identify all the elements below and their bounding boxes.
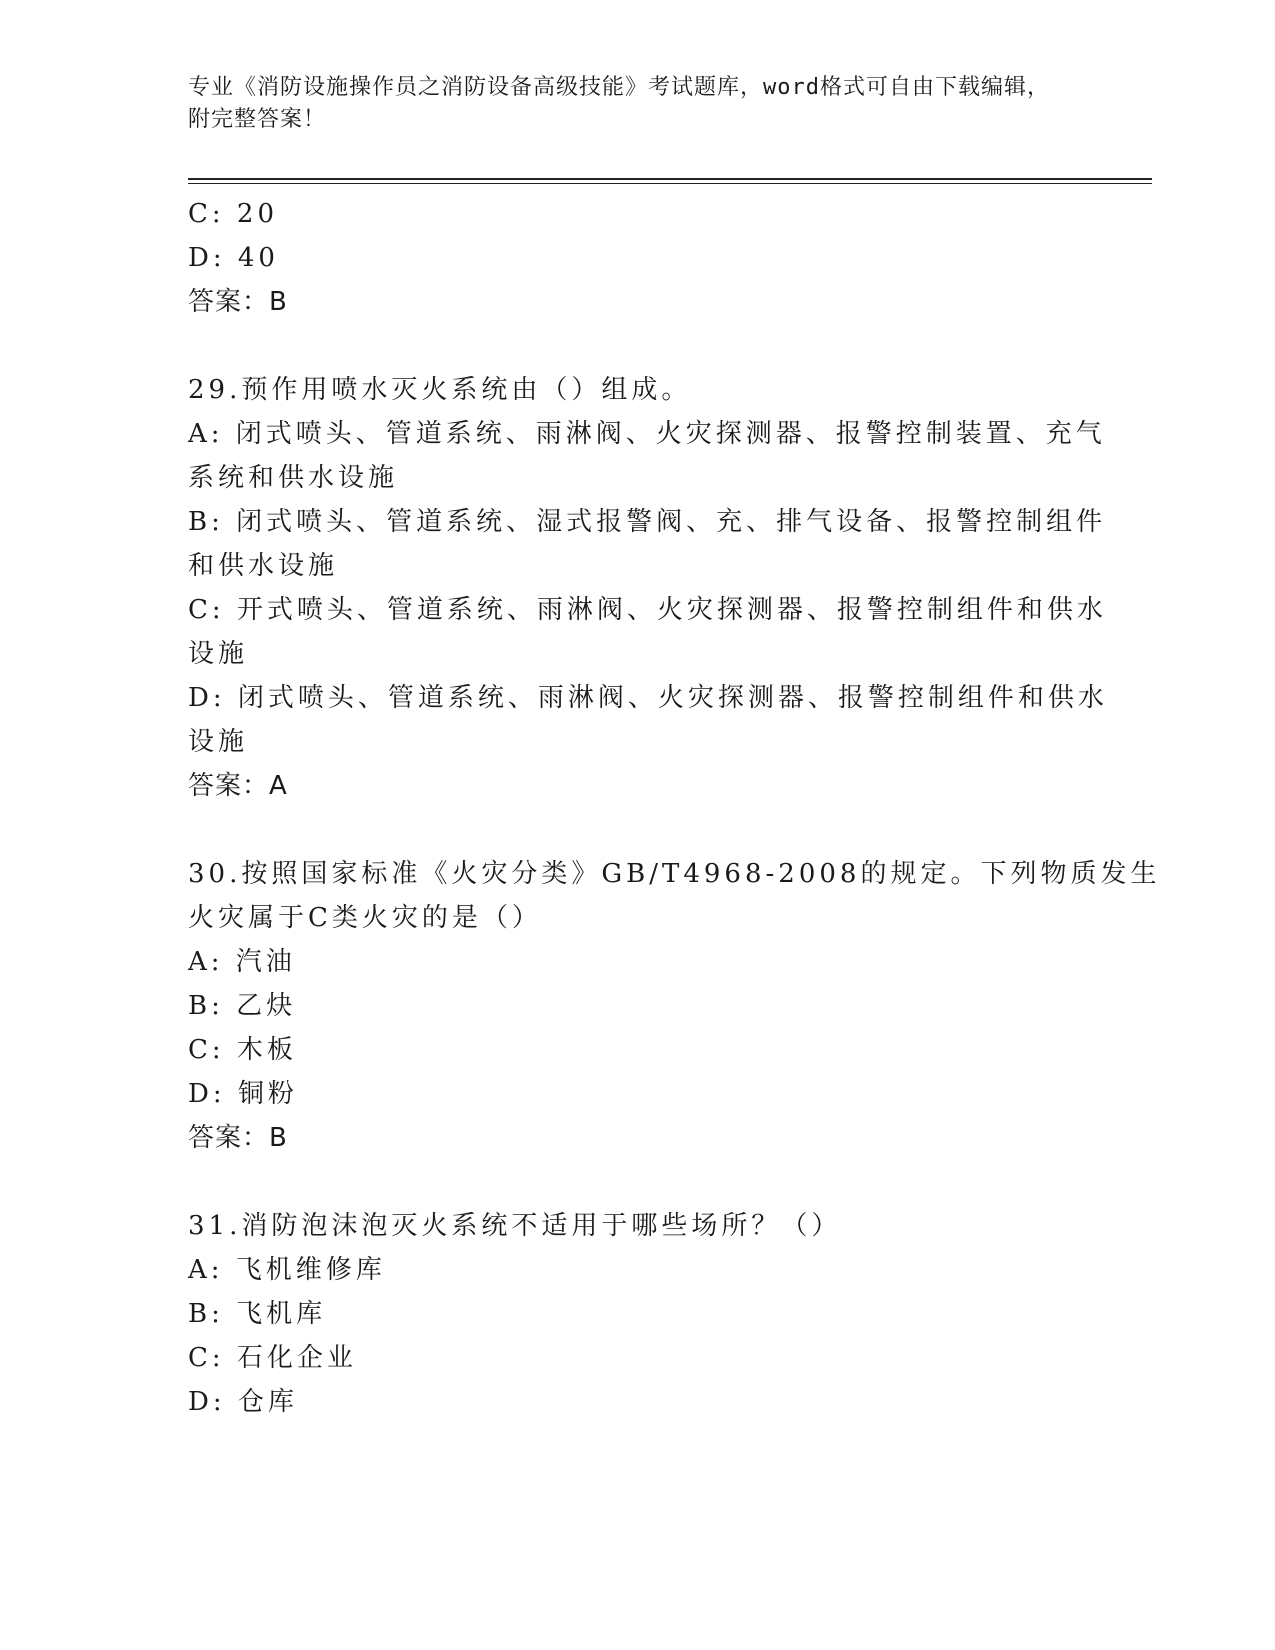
option-b-q30: B: 乙炔 [188, 991, 297, 1021]
option-c-q31: C: 石化企业 [188, 1343, 357, 1373]
header-divider-thick [188, 178, 1152, 180]
option-d-q29: D: 闭式喷头、管道系统、雨淋阀、火灾探测器、报警控制组件和供水 [188, 683, 1108, 713]
option-b-q31: B: 飞机库 [188, 1299, 327, 1329]
option-d-q28: D: 40 [188, 243, 279, 273]
option-d-q31: D: 仓库 [188, 1387, 298, 1417]
header-divider-thin [188, 183, 1152, 184]
option-d-q30: D: 铜粉 [188, 1079, 298, 1109]
document-header: 专业《消防设施操作员之消防设备高级技能》考试题库，word格式可自由下载编辑，附完整答案！ [188, 75, 1050, 132]
option-d-q29-cont: 设施 [188, 727, 249, 757]
option-a-q29-cont: 系统和供水设施 [188, 463, 399, 493]
option-c-q29-cont: 设施 [188, 639, 249, 669]
question-30: 30.按照国家标准《火灾分类》GB/T4968-2008的规定。下列物质发生 [188, 859, 1161, 889]
question-31: 31.消防泡沫泡灭火系统不适用于哪些场所？（） [188, 1211, 842, 1241]
question-29: 29.预作用喷水灭火系统由（）组成。 [188, 375, 692, 405]
option-a-q31: A: 飞机维修库 [188, 1255, 386, 1285]
option-c-q29: C: 开式喷头、管道系统、雨淋阀、火灾探测器、报警控制组件和供水 [188, 595, 1107, 625]
answer-q28: 答案：B [188, 287, 288, 317]
option-b-q29-cont: 和供水设施 [188, 551, 339, 581]
option-c-q30: C: 木板 [188, 1035, 297, 1065]
question-30-cont: 火灾属于C类火灾的是（） [188, 903, 542, 933]
option-a-q30: A: 汽油 [188, 947, 296, 977]
answer-q29: 答案：A [188, 771, 288, 801]
answer-q30: 答案：B [188, 1123, 288, 1153]
option-b-q29: B: 闭式喷头、管道系统、湿式报警阀、充、排气设备、报警控制组件 [188, 507, 1107, 537]
option-a-q29: A: 闭式喷头、管道系统、雨淋阀、火灾探测器、报警控制装置、充气 [188, 419, 1106, 449]
option-c-q28: C: 20 [188, 199, 279, 229]
